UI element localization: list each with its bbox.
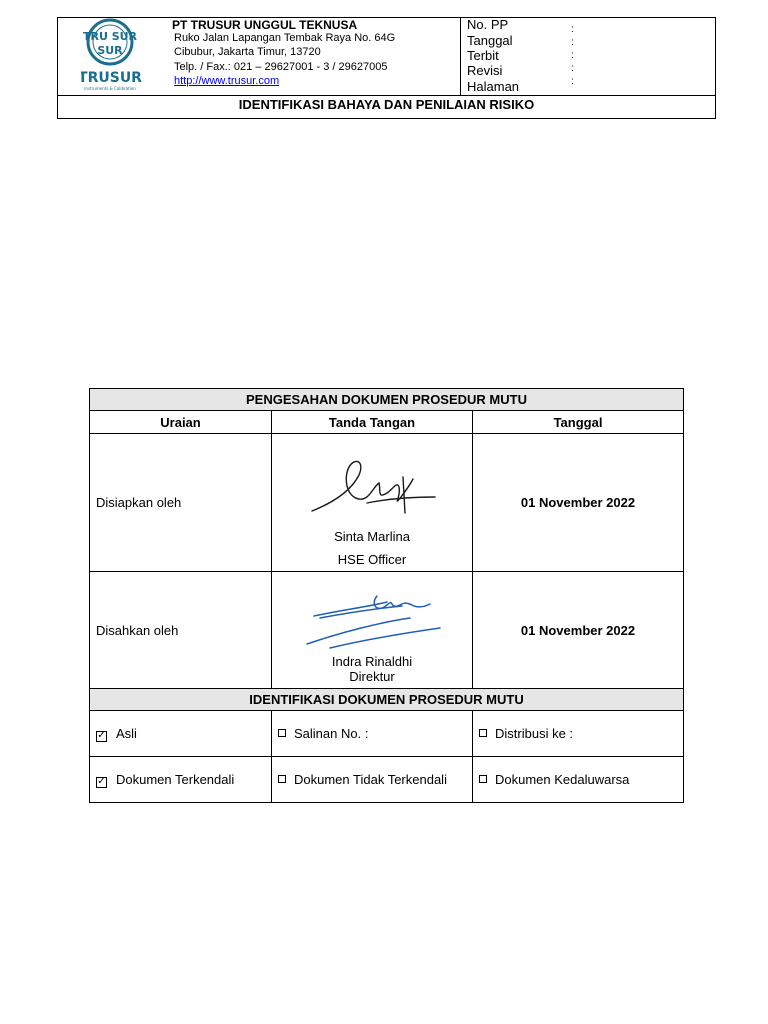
meta-colon: : bbox=[571, 50, 574, 61]
signer-name-approved: Indra Rinaldhi bbox=[331, 654, 413, 669]
checkbox-icon[interactable] bbox=[479, 775, 487, 783]
company-address-2: Cibubur, Jakarta Timur, 13720 bbox=[174, 46, 321, 58]
company-name: PT TRUSUR UNGGUL TEKNUSA bbox=[172, 18, 358, 32]
signature-cell-approved bbox=[272, 572, 473, 689]
checkbox-icon[interactable] bbox=[278, 775, 286, 783]
identification-section-title: IDENTIFIKASI DOKUMEN PROSEDUR MUTU bbox=[90, 689, 684, 711]
svg-text:TRU SUR: TRU SUR bbox=[82, 30, 138, 43]
column-header-tanggal: Tanggal bbox=[473, 411, 684, 434]
approval-section-title: PENGESAHAN DOKUMEN PROSEDUR MUTU bbox=[90, 389, 684, 411]
signer-position-approved: Direktur bbox=[349, 669, 395, 684]
company-address-1: Ruko Jalan Lapangan Tembak Raya No. 64G bbox=[174, 32, 396, 44]
option-dokumen-kedaluwarsa[interactable]: Dokumen Kedaluwarsa bbox=[473, 757, 684, 803]
svg-text:SUR: SUR bbox=[97, 44, 123, 57]
signer-position-prepared: HSE Officer bbox=[337, 552, 407, 567]
meta-no-pp: No. PP bbox=[467, 17, 509, 32]
row-role-prepared: Disiapkan oleh bbox=[90, 434, 272, 572]
date-prepared: 01 November 2022 bbox=[473, 434, 684, 572]
document-meta bbox=[460, 17, 718, 96]
signer-name-prepared: Sinta Marlina bbox=[334, 529, 410, 544]
meta-colon: : bbox=[571, 63, 574, 74]
signature-indra-icon bbox=[302, 588, 442, 650]
document-header bbox=[57, 17, 716, 119]
approval-table bbox=[89, 388, 684, 803]
checkbox-icon[interactable] bbox=[278, 729, 286, 737]
column-header-uraian: Uraian bbox=[90, 411, 272, 434]
logo-tagline: Instruments & Calibration bbox=[84, 86, 136, 91]
document-title: IDENTIFIKASI BAHAYA DAN PENILAIAN RISIKO bbox=[238, 97, 535, 112]
column-header-tanda-tangan: Tanda Tangan bbox=[272, 411, 473, 434]
signature-sinta-icon bbox=[307, 453, 437, 525]
logo-wordmark: TRUSUR bbox=[81, 70, 142, 86]
meta-colon: : bbox=[571, 76, 574, 87]
option-asli[interactable]: ✓ Asli bbox=[90, 711, 272, 757]
meta-colon: : bbox=[571, 24, 574, 35]
company-phone: Telp. / Fax.: 021 – 29627001 - 3 / 29627005 bbox=[174, 61, 388, 73]
checked-checkbox-icon[interactable]: ✓ bbox=[97, 729, 106, 741]
meta-colon: : bbox=[571, 37, 574, 48]
company-website-link[interactable]: http://www.trusur.com bbox=[174, 75, 280, 87]
date-approved: 01 November 2022 bbox=[473, 572, 684, 689]
meta-halaman: Halaman bbox=[467, 79, 520, 94]
checked-checkbox-icon[interactable]: ✓ bbox=[97, 775, 106, 787]
meta-revisi: Revisi bbox=[467, 63, 503, 78]
header-divider bbox=[58, 95, 715, 96]
option-distribusi[interactable]: Distribusi ke : bbox=[473, 711, 684, 757]
meta-terbit: Terbit bbox=[467, 48, 499, 63]
meta-tanggal: Tanggal bbox=[467, 33, 513, 48]
signature-cell-prepared bbox=[272, 434, 473, 572]
checkbox-icon[interactable] bbox=[479, 729, 487, 737]
row-role-approved: Disahkan oleh bbox=[90, 572, 272, 689]
option-dokumen-terkendali[interactable]: ✓ Dokumen Terkendali bbox=[90, 757, 272, 803]
option-dokumen-tidak-terkendali[interactable]: Dokumen Tidak Terkendali bbox=[272, 757, 473, 803]
option-salinan[interactable]: Salinan No. : bbox=[272, 711, 473, 757]
